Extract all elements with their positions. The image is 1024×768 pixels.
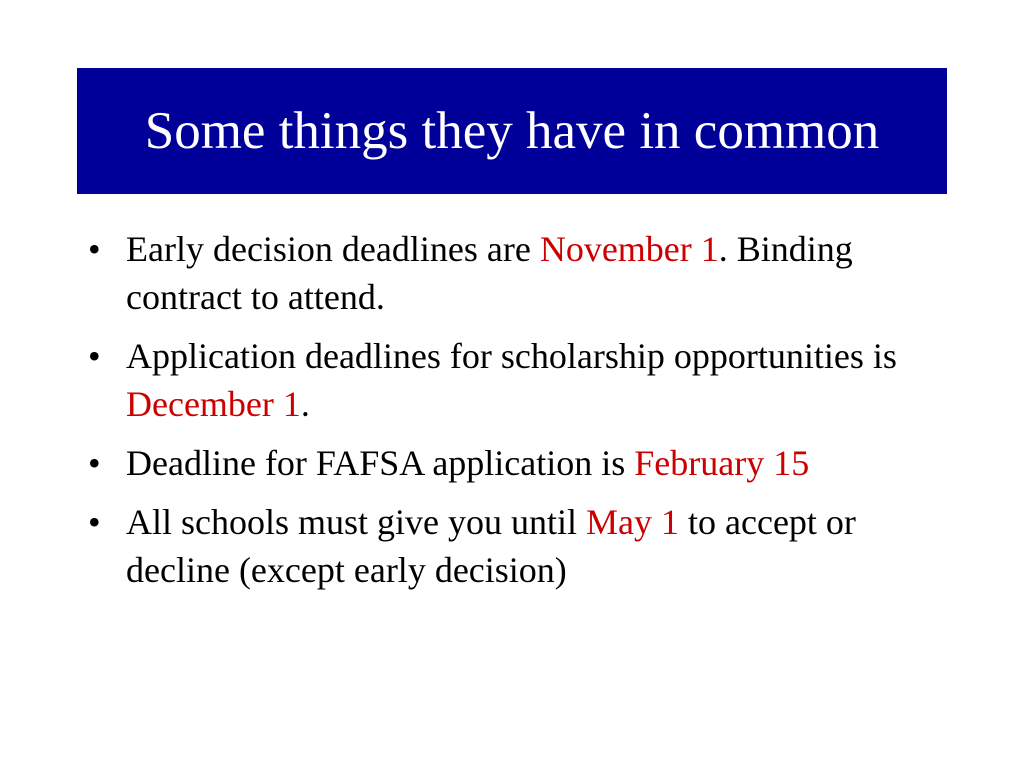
highlight-date: December 1 [126, 384, 301, 424]
bullet-text: Early decision deadlines are [126, 229, 540, 269]
highlight-date: May 1 [586, 502, 680, 542]
bullet-item-acceptance [88, 498, 948, 594]
bullet-icon: • [88, 502, 101, 542]
bullet-text: Deadline for FAFSA application is [126, 443, 635, 483]
bullet-text-tail: to accept or decline (except early decision) [126, 502, 856, 590]
bullet-text: Application deadlines for scholarship opportunities is [126, 336, 897, 376]
slide-title: Some things they have in common [144, 102, 880, 160]
bullet-text: All schools must give you until [126, 502, 587, 542]
title-banner [77, 68, 947, 194]
bullet-icon: • [88, 229, 101, 269]
bullet-icon: • [88, 336, 101, 376]
highlight-date: February 15 [634, 443, 810, 483]
bullet-text-tail: . Binding contract to attend. [126, 229, 853, 317]
bullet-item-early-decision [88, 225, 948, 321]
bullet-list [88, 225, 948, 605]
bullet-item-fafsa [88, 439, 948, 487]
highlight-date: November 1 [539, 229, 719, 269]
bullet-icon: • [88, 443, 101, 483]
bullet-text-tail: . [300, 384, 310, 424]
bullet-item-scholarship [88, 332, 948, 428]
